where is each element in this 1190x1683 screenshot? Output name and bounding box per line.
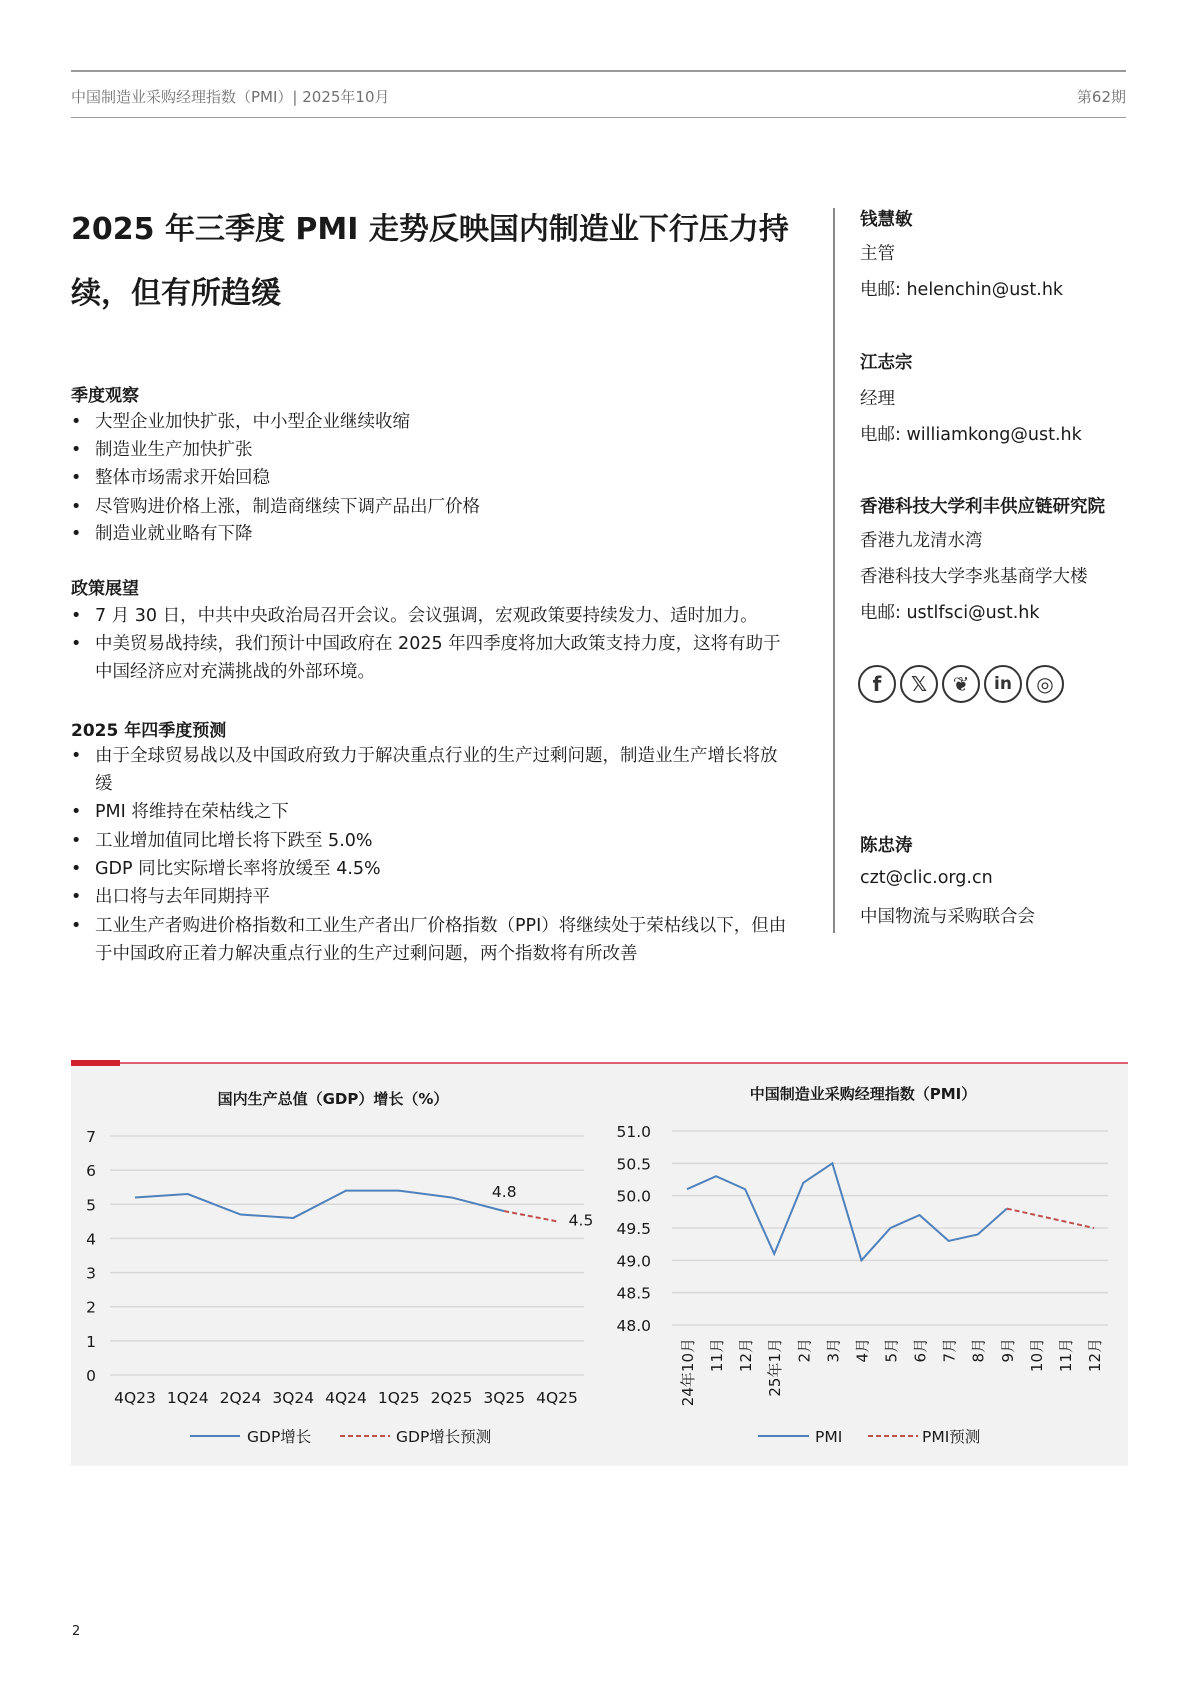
bullet-icon: • <box>71 497 82 517</box>
wechat-icon[interactable]: ❦ <box>942 665 980 703</box>
bullet-text: 大型企业加快扩张，中小型企业继续收缩 <box>95 412 410 432</box>
legend-label: PMI预测 <box>922 1428 981 1446</box>
bullet-icon: • <box>71 916 82 936</box>
bullet-icon: • <box>71 746 82 766</box>
contact-name: 江志宗 <box>860 353 913 373</box>
data-label: 4.8 <box>491 1183 517 1202</box>
y-tick-label: 51.0 <box>616 1123 651 1141</box>
x-tick-label: 25年1月 <box>766 1338 785 1397</box>
y-tick-label: 50.5 <box>616 1155 651 1174</box>
y-tick-label: 48.5 <box>616 1284 651 1303</box>
section-heading: 季度观察 <box>71 386 139 406</box>
bullet-icon: • <box>71 887 82 907</box>
forecast-series-line <box>504 1211 557 1221</box>
y-tick-label: 48.0 <box>616 1317 651 1335</box>
chart-title: 国内生产总值（GDP）增长（%） <box>217 1090 449 1108</box>
y-tick-label: 7 <box>86 1128 96 1146</box>
x-tick-label: 8月 <box>969 1338 988 1363</box>
bullet-text: 7 月 30 日，中共中央政治局召开会议。会议强调，宏观政策要持续发力、适时加力。 <box>95 606 758 626</box>
section-heading: 政策展望 <box>71 579 139 599</box>
bullet-icon: • <box>71 831 82 851</box>
x-tick-label: 2Q25 <box>430 1389 473 1407</box>
bullet-icon: • <box>71 524 82 544</box>
facebook-icon[interactable]: f <box>858 665 896 703</box>
x-tick-label: 5月 <box>882 1338 901 1363</box>
legend-label: PMI <box>815 1428 843 1446</box>
bullet-text: 出口将与去年同期持平 <box>95 887 270 907</box>
bullet-icon: • <box>71 859 82 879</box>
y-tick-label: 50.0 <box>616 1187 651 1206</box>
x-tick-label: 2Q24 <box>219 1389 262 1407</box>
bullet-icon: • <box>71 440 82 460</box>
x-tick-label: 4Q25 <box>536 1389 578 1407</box>
report-title: 2025 年三季度 PMI 走势反映国内制造业下行压力持续，但有所趋缓 <box>71 212 789 311</box>
institute-address-2: 香港科技大学李兆基商学大楼 <box>860 567 1088 587</box>
x-tick-label: 11月 <box>1056 1338 1075 1373</box>
y-tick-label: 2 <box>86 1298 96 1317</box>
data-label: 4.5 <box>568 1211 594 1230</box>
x-tick-label: 6月 <box>911 1338 930 1363</box>
bullet-icon: • <box>71 468 82 488</box>
bullet-icon: • <box>71 606 82 626</box>
x-twitter-icon[interactable]: 𝕏 <box>900 665 938 703</box>
contact-email[interactable]: czt@clic.org.cn <box>860 868 993 888</box>
bullet-text: PMI 将维持在荣枯线之下 <box>95 802 289 822</box>
header-report-name: 中国制造业采购经理指数（PMI）| 2025年10月 <box>71 88 390 106</box>
weibo-icon[interactable]: ◎ <box>1026 665 1064 703</box>
bullet-icon: • <box>71 634 82 654</box>
bullet-text: 尽管购进价格上涨，制造商继续下调产品出厂价格 <box>95 497 480 517</box>
x-tick-label: 12月 <box>1086 1338 1104 1373</box>
bullet-text: 工业生产者购进价格指数和工业生产者出厂价格指数（PPI）将继续处于荣枯线以下，但由于中国政府正着力解决重点行业的生产过剩问题，两个指数将有所改善 <box>95 916 787 964</box>
institute-name: 香港科技大学利丰供应链研究院 <box>860 497 1105 517</box>
bullet-text: GDP 同比实际增长率将放缓至 4.5% <box>95 859 381 879</box>
bullet-icon: • <box>71 412 82 432</box>
x-tick-label: 10月 <box>1027 1338 1046 1373</box>
linkedin-icon[interactable]: in <box>984 665 1022 703</box>
actual-series-line <box>687 1163 1007 1260</box>
x-tick-label: 3月 <box>824 1338 843 1363</box>
bullet-text: 制造业生产加快扩张 <box>95 440 253 460</box>
bullet-text: 由于全球贸易战以及中国政府致力于解决重点行业的生产过剩问题，制造业生产增长将放缓 <box>95 746 778 794</box>
bullet-icon: • <box>71 802 82 822</box>
contact-name: 钱慧敏 <box>860 210 913 230</box>
x-tick-label: 11月 <box>708 1338 727 1373</box>
legend-label: GDP增长预测 <box>396 1428 492 1446</box>
x-tick-label: 4Q23 <box>114 1389 156 1407</box>
chart-title: 中国制造业采购经理指数（PMI） <box>749 1085 977 1103</box>
x-tick-label: 4月 <box>853 1338 872 1363</box>
x-tick-label: 3Q24 <box>272 1389 315 1407</box>
institute-address-1: 香港九龙清水湾 <box>860 531 983 551</box>
contact-name: 陈忠涛 <box>860 836 913 856</box>
contact-organization: 中国物流与采购联合会 <box>860 907 1035 927</box>
y-tick-label: 49.0 <box>616 1252 651 1271</box>
y-tick-label: 1 <box>86 1332 96 1351</box>
institute-email[interactable]: 电邮: ustlfsci@ust.hk <box>860 603 1040 623</box>
y-tick-label: 3 <box>86 1264 96 1283</box>
bullet-text: 整体市场需求开始回稳 <box>95 468 270 488</box>
contact-role: 经理 <box>860 389 895 409</box>
y-tick-label: 49.5 <box>616 1220 651 1238</box>
x-tick-label: 7月 <box>940 1338 959 1363</box>
x-tick-label: 2月 <box>795 1338 814 1363</box>
forecast-series-line <box>1007 1209 1094 1228</box>
x-tick-label: 3Q25 <box>483 1389 526 1407</box>
x-tick-label: 24年10月 <box>679 1338 697 1407</box>
bullet-text: 工业增加值同比增长将下跌至 5.0% <box>95 831 373 851</box>
y-tick-label: 4 <box>86 1230 96 1249</box>
bullet-text: 中美贸易战持续，我们预计中国政府在 2025 年四季度将加大政策支持力度，这将有助于中国经济应对充满挑战的外部环境。 <box>95 634 781 682</box>
header-issue-number: 第62期 <box>1076 88 1126 106</box>
y-tick-label: 0 <box>86 1367 96 1385</box>
page-number: 2 <box>72 1624 81 1639</box>
y-tick-label: 5 <box>86 1196 96 1215</box>
x-tick-label: 4Q24 <box>325 1389 367 1407</box>
x-tick-label: 12月 <box>737 1338 756 1373</box>
contact-role: 主管 <box>860 244 895 264</box>
section-heading: 2025 年四季度预测 <box>71 721 227 741</box>
x-tick-label: 1Q24 <box>166 1389 209 1407</box>
contact-email[interactable]: 电邮: helenchin@ust.hk <box>860 280 1064 300</box>
x-tick-label: 1Q25 <box>377 1389 420 1407</box>
legend-label: GDP增长 <box>247 1428 312 1446</box>
x-tick-label: 9月 <box>998 1338 1017 1363</box>
y-tick-label: 6 <box>86 1162 96 1181</box>
contact-email[interactable]: 电邮: williamkong@ust.hk <box>860 425 1082 445</box>
bullet-text: 制造业就业略有下降 <box>95 524 253 544</box>
